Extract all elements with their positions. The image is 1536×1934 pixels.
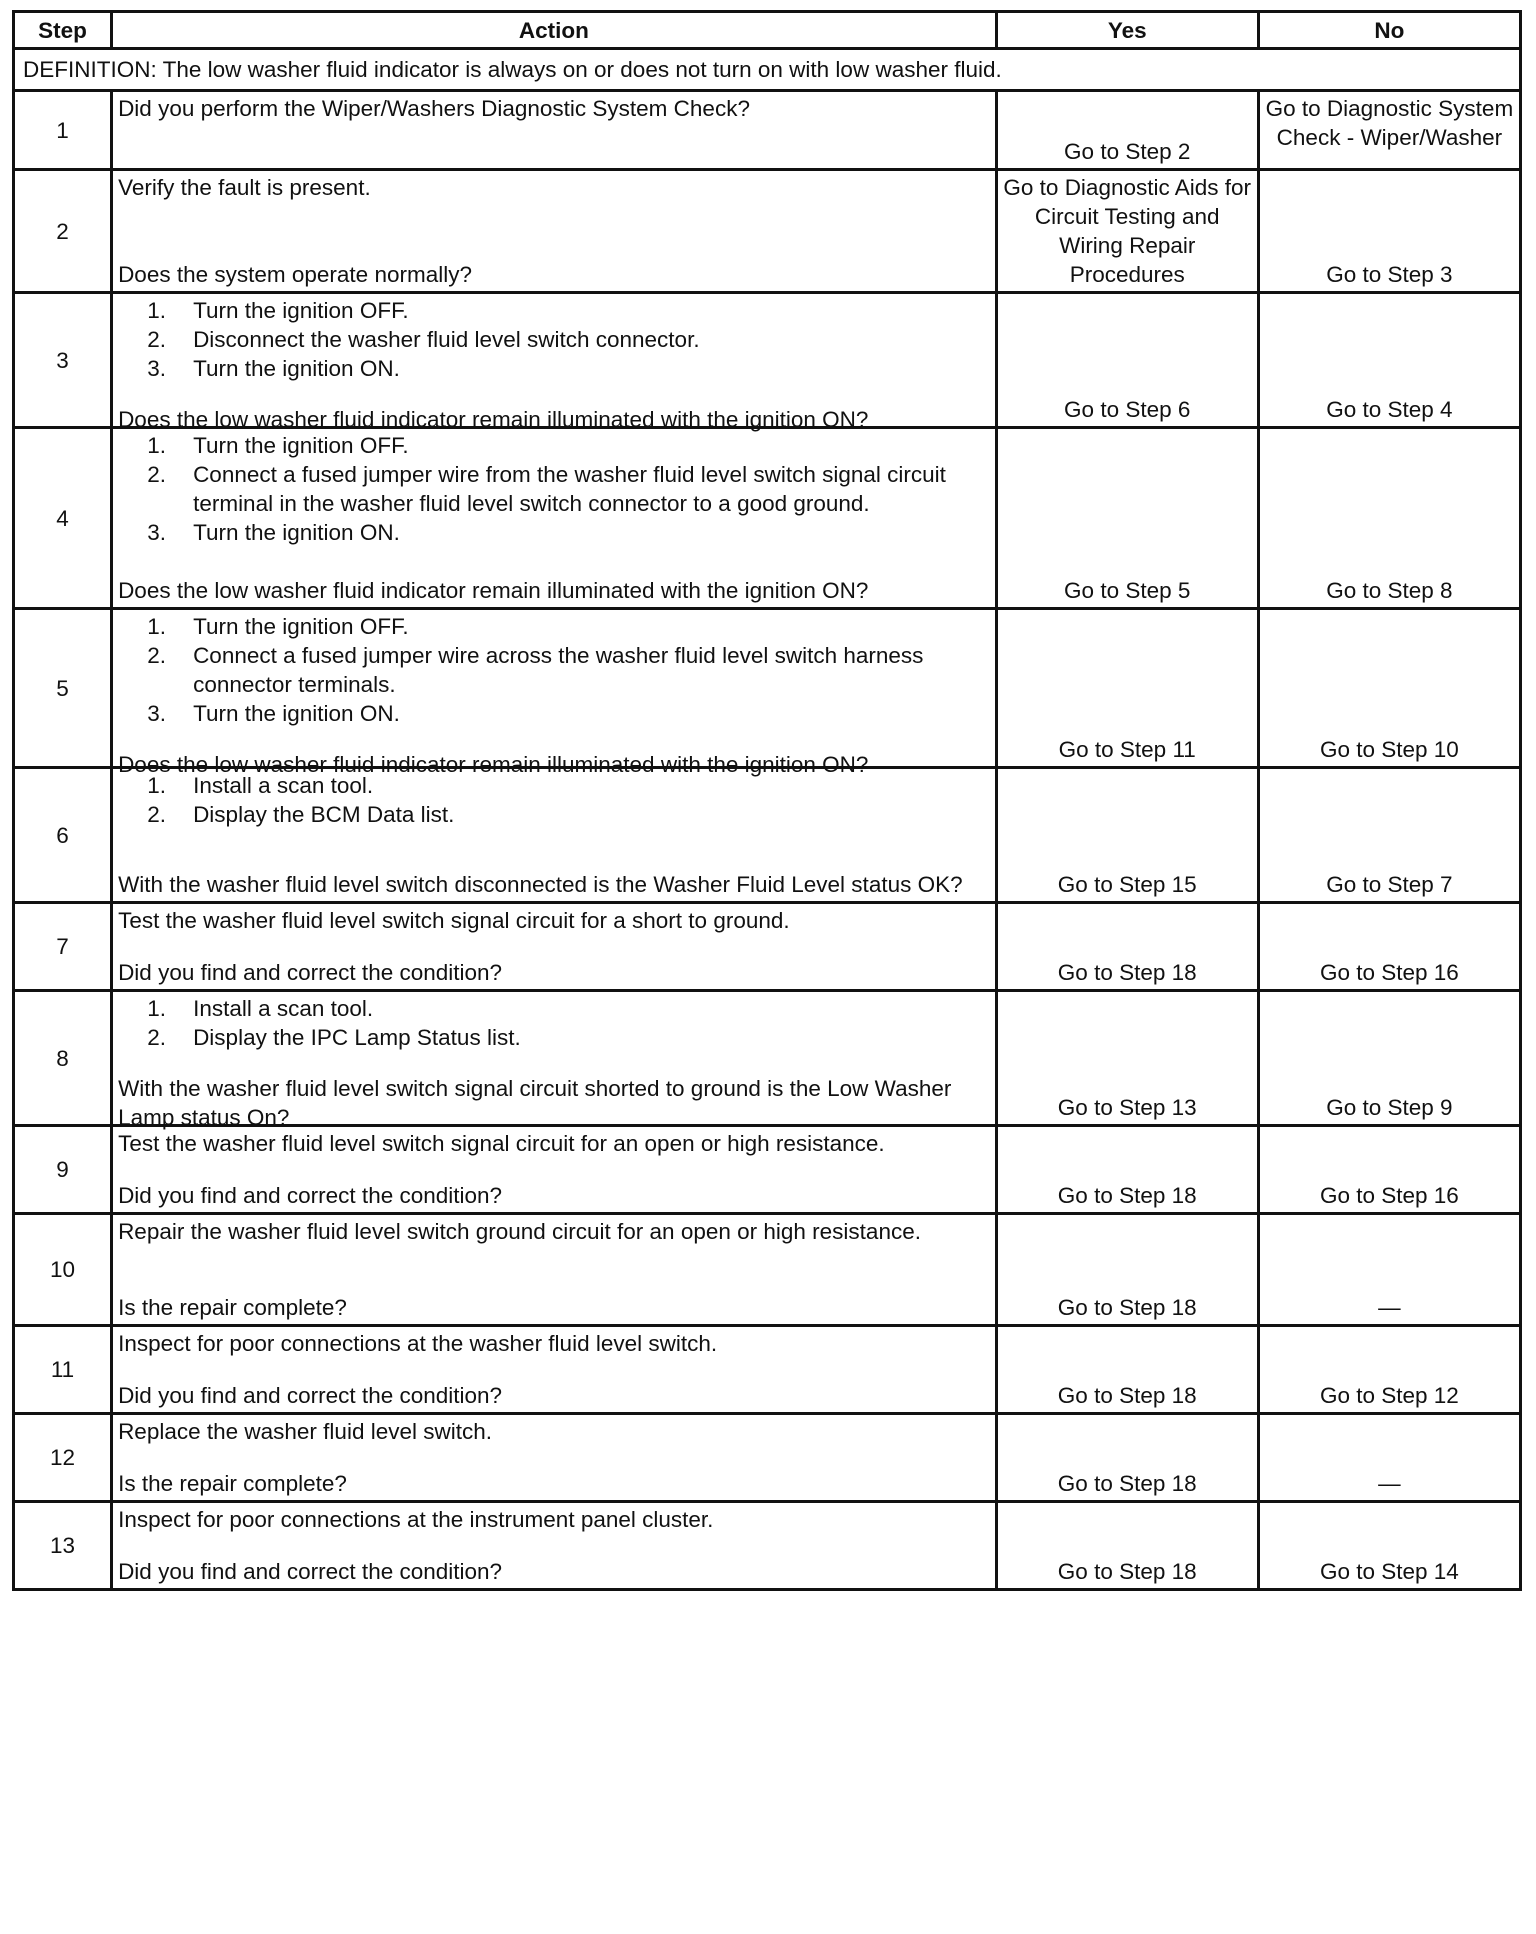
- yes-result: Go to Step 18: [996, 1502, 1258, 1590]
- no-result: —: [1258, 1414, 1520, 1502]
- yes-result: Go to Step 5: [996, 428, 1258, 609]
- action-content: [118, 994, 990, 1130]
- action-step-item: [118, 460, 990, 518]
- action-cell: [112, 170, 997, 293]
- action-cell: [112, 991, 997, 1130]
- yes-result: Go to Step 15: [996, 768, 1258, 903]
- action-cell: [112, 1126, 997, 1214]
- action-step-number: 2.: [147, 327, 167, 352]
- action-content: [118, 1129, 990, 1210]
- action-content: [118, 1417, 990, 1498]
- action-question: Does the low washer fluid indicator remain illuminated with the ignition ON?: [118, 578, 869, 603]
- action-cell: [112, 1414, 997, 1502]
- action-cell: [112, 903, 997, 991]
- no-result: Go to Step 12: [1258, 1326, 1520, 1414]
- yes-result: Go to Step 13: [996, 991, 1258, 1126]
- action-content: [118, 906, 990, 987]
- header-step: Step: [14, 12, 112, 49]
- table-row: [14, 170, 1521, 293]
- action-instructions: [118, 1505, 990, 1534]
- action-question: Is the repair complete?: [118, 1471, 347, 1496]
- step-number: 13: [14, 1502, 112, 1590]
- action-step-text: Install a scan tool.: [193, 773, 374, 798]
- action-instructions: [118, 1217, 990, 1246]
- action-cell: [112, 1214, 997, 1326]
- yes-result: Go to Step 18: [996, 903, 1258, 991]
- table-row: [14, 609, 1521, 768]
- action-step-item: [118, 612, 990, 641]
- action-step-item: [118, 354, 990, 383]
- action-step-number: 2.: [147, 462, 167, 487]
- action-steps-list: [118, 612, 990, 728]
- step-number: 7: [14, 903, 112, 991]
- action-question: Does the low washer fluid indicator remain illuminated with the ignition ON?: [118, 752, 869, 777]
- action-question: Did you find and correct the condition?: [118, 1383, 503, 1408]
- step-number: 8: [14, 991, 112, 1126]
- yes-result: Go to Step 11: [996, 609, 1258, 768]
- no-result: Go to Step 3: [1258, 170, 1520, 293]
- action-text: Inspect for poor connections at the washer fluid level switch.: [118, 1331, 718, 1356]
- table-row: [14, 903, 1521, 991]
- no-result: —: [1258, 1214, 1520, 1326]
- no-result: Go to Step 9: [1258, 991, 1520, 1126]
- action-step-number: 1.: [147, 298, 167, 323]
- action-step-number: 2.: [147, 1025, 167, 1050]
- action-text: Replace the washer fluid level switch.: [118, 1419, 492, 1444]
- no-result: Go to Step 10: [1258, 609, 1520, 768]
- no-result: Go to Step 16: [1258, 903, 1520, 991]
- action-steps-list: [118, 994, 990, 1052]
- action-question: Does the low washer fluid indicator remain illuminated with the ignition ON?: [118, 407, 869, 432]
- yes-result: Go to Step 18: [996, 1214, 1258, 1326]
- action-cell: [112, 609, 997, 777]
- step-number: 5: [14, 609, 112, 768]
- action-content: [118, 1505, 990, 1586]
- definition-row: [14, 49, 1521, 91]
- header-action: Action: [112, 12, 997, 49]
- action-cell: [112, 91, 997, 170]
- action-content: [118, 771, 990, 899]
- action-instructions: [118, 906, 990, 935]
- action-instructions: [118, 994, 990, 1052]
- action-step-text: Turn the ignition OFF.: [193, 298, 409, 323]
- action-content: [118, 173, 990, 289]
- no-result: Go to Diagnostic System Check - Wiper/Washer: [1258, 91, 1520, 170]
- step-number: 4: [14, 428, 112, 609]
- no-result: Go to Step 8: [1258, 428, 1520, 609]
- yes-result: Go to Step 2: [996, 91, 1258, 170]
- step-number: 2: [14, 170, 112, 293]
- action-instructions: [118, 431, 990, 547]
- action-step-number: 2.: [147, 643, 167, 668]
- no-result: Go to Step 16: [1258, 1126, 1520, 1214]
- action-cell: [112, 293, 997, 432]
- step-number: 10: [14, 1214, 112, 1326]
- action-step-text: Turn the ignition ON.: [193, 520, 400, 545]
- yes-result: Go to Step 6: [996, 293, 1258, 428]
- action-step-number: 1.: [147, 433, 167, 458]
- table-row: [14, 1126, 1521, 1214]
- action-instructions: [118, 1129, 990, 1158]
- action-step-text: Turn the ignition OFF.: [193, 614, 409, 639]
- action-instructions: [118, 94, 990, 123]
- action-step-item: [118, 699, 990, 728]
- action-content: [118, 1329, 990, 1410]
- step-number: 9: [14, 1126, 112, 1214]
- yes-result: Go to Step 18: [996, 1326, 1258, 1414]
- action-instructions: [118, 1417, 990, 1446]
- action-step-number: 1.: [147, 773, 167, 798]
- definition-text: DEFINITION: The low washer fluid indicator is always on or does not turn on with low washer fluid.: [14, 49, 1521, 91]
- action-text: Verify the fault is present.: [118, 175, 371, 200]
- action-instructions: [118, 1329, 990, 1358]
- action-content: [118, 94, 990, 166]
- action-steps-list: [118, 431, 990, 547]
- action-question: With the washer fluid level switch signal circuit shorted to ground is the Low Washer Lamp status On?: [118, 1076, 952, 1130]
- action-step-text: Display the IPC Lamp Status list.: [193, 1025, 521, 1050]
- action-question: Did you find and correct the condition?: [118, 1183, 503, 1208]
- action-step-item: [118, 518, 990, 547]
- header-no: No: [1258, 12, 1520, 49]
- action-cell: [112, 428, 997, 609]
- table-row: [14, 1414, 1521, 1502]
- action-step-item: [118, 641, 990, 699]
- action-cell: [112, 768, 997, 903]
- action-step-text: Connect a fused jumper wire from the washer fluid level switch signal circuit terminal in the washer fluid level switch connector to a good ground.: [193, 462, 946, 516]
- action-step-text: Disconnect the washer fluid level switch connector.: [193, 327, 700, 352]
- action-question: Did you find and correct the condition?: [118, 960, 503, 985]
- table-row: [14, 991, 1521, 1126]
- action-step-text: Install a scan tool.: [193, 996, 374, 1021]
- table-row: [14, 91, 1521, 170]
- action-step-item: [118, 325, 990, 354]
- action-instructions: [118, 771, 990, 829]
- action-text: Test the washer fluid level switch signal circuit for an open or high resistance.: [118, 1131, 885, 1156]
- table-row: [14, 1326, 1521, 1414]
- action-question: Does the system operate normally?: [118, 262, 472, 287]
- action-step-text: Turn the ignition ON.: [193, 356, 400, 381]
- action-steps-list: [118, 771, 990, 829]
- no-result: Go to Step 14: [1258, 1502, 1520, 1590]
- no-result: Go to Step 7: [1258, 768, 1520, 903]
- action-step-number: 3.: [147, 356, 167, 381]
- action-step-text: Display the BCM Data list.: [193, 802, 455, 827]
- yes-result: Go to Diagnostic Aids for Circuit Testing and Wiring Repair Procedures: [996, 170, 1258, 293]
- action-step-number: 2.: [147, 802, 167, 827]
- action-text: Inspect for poor connections at the instrument panel cluster.: [118, 1507, 714, 1532]
- action-text: Test the washer fluid level switch signal circuit for a short to ground.: [118, 908, 790, 933]
- no-result: Go to Step 4: [1258, 293, 1520, 428]
- action-content: [118, 296, 990, 432]
- table-row: [14, 1214, 1521, 1326]
- action-step-item: [118, 1023, 990, 1052]
- action-step-item: [118, 296, 990, 325]
- action-question: Did you find and correct the condition?: [118, 1559, 503, 1584]
- action-instructions: [118, 612, 990, 728]
- step-number: 12: [14, 1414, 112, 1502]
- action-instructions: [118, 173, 990, 202]
- action-content: [118, 1217, 990, 1322]
- action-step-number: 3.: [147, 701, 167, 726]
- action-step-item: [118, 994, 990, 1023]
- action-step-text: Turn the ignition ON.: [193, 701, 400, 726]
- action-content: [118, 431, 990, 605]
- step-number: 6: [14, 768, 112, 903]
- action-step-text: Connect a fused jumper wire across the washer fluid level switch harness connector terminals.: [193, 643, 924, 697]
- action-step-number: 1.: [147, 614, 167, 639]
- table-body: [14, 49, 1521, 1590]
- diagnostic-table: [12, 10, 1522, 1591]
- yes-result: Go to Step 18: [996, 1126, 1258, 1214]
- step-number: 3: [14, 293, 112, 428]
- action-step-text: Turn the ignition OFF.: [193, 433, 409, 458]
- action-step-number: 1.: [147, 996, 167, 1021]
- header-row: [14, 12, 1521, 49]
- action-instructions: [118, 296, 990, 383]
- table-row: [14, 293, 1521, 428]
- yes-result: Go to Step 18: [996, 1414, 1258, 1502]
- action-steps-list: [118, 296, 990, 383]
- step-number: 11: [14, 1326, 112, 1414]
- action-text: Did you perform the Wiper/Washers Diagnostic System Check?: [118, 96, 750, 121]
- action-cell: [112, 1326, 997, 1414]
- action-cell: [112, 1502, 997, 1590]
- action-text: Repair the washer fluid level switch ground circuit for an open or high resistance.: [118, 1219, 921, 1244]
- action-step-number: 3.: [147, 520, 167, 545]
- table-row: [14, 1502, 1521, 1590]
- table-row: [14, 768, 1521, 903]
- action-step-item: [118, 431, 990, 460]
- table-row: [14, 428, 1521, 609]
- action-step-item: [118, 771, 990, 800]
- action-question: With the washer fluid level switch disconnected is the Washer Fluid Level status OK?: [118, 872, 963, 897]
- step-number: 1: [14, 91, 112, 170]
- header-yes: Yes: [996, 12, 1258, 49]
- action-question: Is the repair complete?: [118, 1295, 347, 1320]
- action-content: [118, 612, 990, 777]
- action-step-item: [118, 800, 990, 829]
